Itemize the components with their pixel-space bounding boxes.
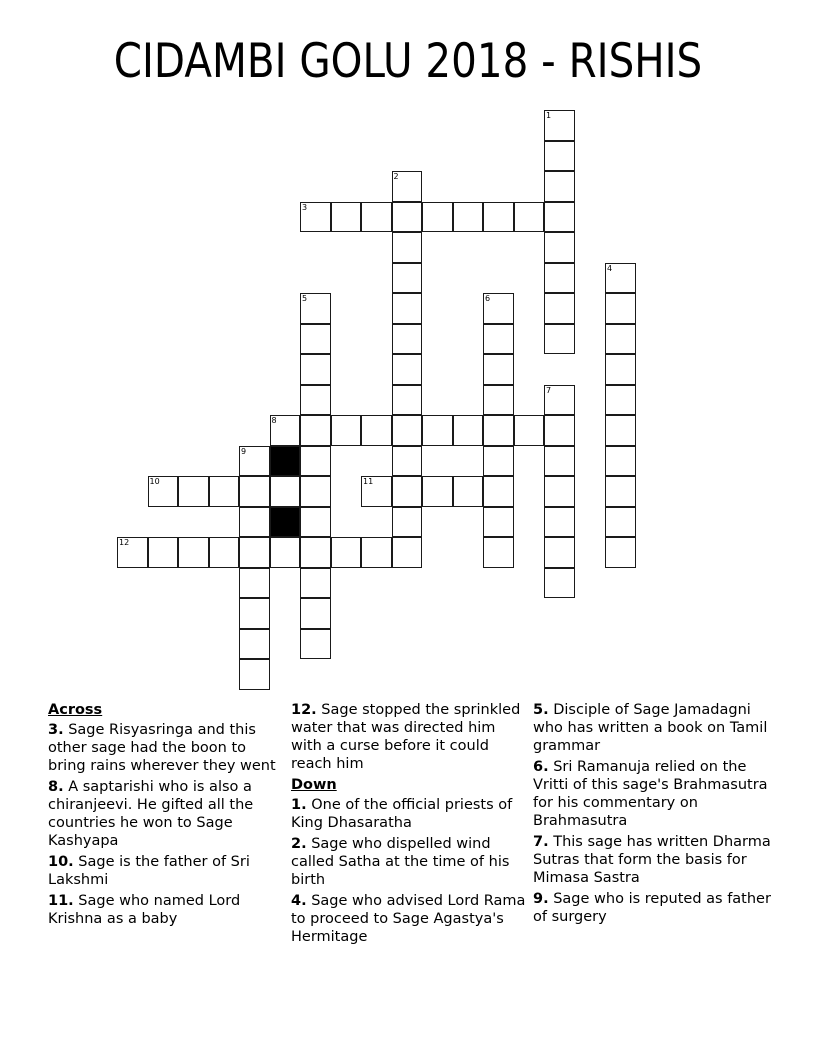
clue-number-label: 4 [607,263,613,273]
clue-text: This sage has written Dharma Sutras that form the basis for Mimasa Sastra [533,834,771,886]
grid-cell[interactable] [453,476,484,507]
grid-cell[interactable] [544,202,575,233]
grid-cell[interactable] [239,476,270,507]
grid-cell[interactable] [209,476,240,507]
grid-cell[interactable] [544,232,575,263]
grid-cell[interactable] [361,202,392,233]
grid-cell[interactable] [239,659,270,690]
grid-cell[interactable] [300,324,331,355]
clue-text: Sage who named Lord Krishna as a baby [48,893,241,927]
grid-cell[interactable] [605,446,636,477]
clue-number-label: 1 [546,111,552,120]
clues-column-2 [291,701,526,949]
grid-cell[interactable] [483,354,514,385]
grid-cell[interactable] [178,537,209,568]
grid-cell[interactable] [300,293,331,324]
grid-cell[interactable] [331,202,362,233]
grid-cell[interactable] [483,476,514,507]
grid-cell[interactable] [392,324,423,355]
grid-cell[interactable] [392,415,423,446]
grid-cell[interactable] [300,354,331,385]
clue-number: 10. [48,854,74,870]
grid-cell[interactable] [300,629,331,660]
down-heading: Down [291,777,337,793]
grid-cell[interactable] [544,568,575,599]
clue-down-6 [533,758,773,830]
clue-down-1 [291,796,526,832]
grid-cell[interactable] [392,171,423,202]
clue-down-2 [291,835,526,889]
clue-number-label: 8 [271,416,277,425]
clue-number: 3. [48,722,64,738]
clue-number-label: 11 [363,477,374,486]
clue-down-9 [533,890,773,926]
grid-cell[interactable] [605,476,636,507]
grid-cell[interactable] [453,415,484,446]
clue-number: 7. [533,834,549,850]
grid-cell[interactable] [544,110,575,141]
grid-cell[interactable] [392,202,423,233]
clue-down-5 [533,701,773,755]
grid-cell[interactable] [300,446,331,477]
grid-cell[interactable] [544,324,575,355]
grid-cell[interactable] [483,293,514,324]
clue-text: Sage Risyasringa and this other sage had the boon to bring rains wherever they went [48,722,276,774]
grid-cell[interactable] [483,385,514,416]
clue-across-11 [48,892,283,928]
grid-cell[interactable] [605,385,636,416]
clue-number-label: 9 [241,446,247,456]
grid-cell[interactable] [239,446,270,477]
grid-cell[interactable] [544,171,575,202]
grid-cell[interactable] [514,202,545,233]
clue-text: One of the official priests of King Dhasaratha [291,797,513,831]
grid-cell[interactable] [300,507,331,538]
grid-cell[interactable] [361,537,392,568]
clue-across-3 [48,721,283,775]
grid-cell[interactable] [483,507,514,538]
grid-cell[interactable] [605,354,636,385]
clue-number-label: 12 [119,538,130,547]
grid-cell[interactable] [300,385,331,416]
clue-number-label: 6 [485,294,491,303]
clue-number: 12. [291,702,317,718]
grid-cell[interactable] [239,568,270,599]
grid-cell[interactable] [514,415,545,446]
clue-down-7 [533,833,773,887]
clue-text: Sage stopped the sprinkled water that was directed him with a curse before it could reach him [291,702,521,772]
grid-cell[interactable] [392,354,423,385]
clue-number-label: 3 [302,202,308,212]
grid-cell[interactable] [483,446,514,477]
grid-cell[interactable] [392,507,423,538]
grid-cell[interactable] [270,537,301,568]
grid-cell[interactable] [178,476,209,507]
clues-column-1 [48,701,283,931]
grid-cell[interactable] [544,415,575,446]
clue-text: Sage who advised Lord Rama to proceed to Sage Agastya's Hermitage [291,893,526,945]
grid-cell[interactable] [453,202,484,233]
grid-cell[interactable] [392,385,423,416]
grid-cell[interactable] [392,232,423,263]
clue-text: Sage who dispelled wind called Satha at the time of his birth [291,836,510,888]
grid-cell[interactable] [483,415,514,446]
grid-cell[interactable] [422,415,453,446]
grid-cell[interactable] [300,598,331,629]
grid-cell[interactable] [270,476,301,507]
clue-number-label: 10 [149,477,160,486]
grid-cell[interactable] [331,537,362,568]
grid-cell[interactable] [331,415,362,446]
grid-cell[interactable] [392,293,423,324]
clue-number: 4. [291,893,307,909]
black-cell [270,446,301,477]
grid-cell[interactable] [544,141,575,172]
clue-text: Sage is the father of Sri Lakshmi [48,854,250,888]
clue-across-10 [48,853,283,889]
grid-cell[interactable] [239,537,270,568]
clue-text: Disciple of Sage Jamadagni who has written a book on Tamil grammar [533,702,768,754]
clue-text: Sage who is reputed as father of surgery [533,891,771,925]
grid-cell[interactable] [300,537,331,568]
grid-cell[interactable] [544,476,575,507]
grid-cell[interactable] [544,385,575,416]
grid-cell[interactable] [270,415,301,446]
grid-cell[interactable] [392,446,423,477]
grid-cell[interactable] [239,598,270,629]
clue-number: 8. [48,779,64,795]
clue-number: 11. [48,893,74,909]
grid-cell[interactable] [300,415,331,446]
clue-number-label: 5 [302,294,308,303]
clue-text: A saptarishi who is also a chiranjeevi. He gifted all the countries he won to Sage Kashyapa [48,779,254,849]
grid-cell[interactable] [300,202,331,233]
black-cell [270,507,301,538]
grid-cell[interactable] [544,293,575,324]
grid-cell[interactable] [605,324,636,355]
grid-cell[interactable] [605,293,636,324]
across-heading: Across [48,702,103,718]
clue-number: 1. [291,797,307,813]
clues-column-3 [533,701,773,929]
grid-cell[interactable] [544,507,575,538]
grid-cell[interactable] [361,415,392,446]
grid-cell[interactable] [392,263,423,294]
grid-cell[interactable] [483,324,514,355]
grid-cell[interactable] [209,537,240,568]
clue-across-8 [48,778,283,850]
grid-cell[interactable] [544,537,575,568]
grid-cell[interactable] [239,507,270,538]
clue-number: 9. [533,891,549,907]
grid-cell[interactable] [148,537,179,568]
clue-down-4 [291,892,526,946]
grid-cell[interactable] [300,476,331,507]
grid-cell[interactable] [544,446,575,477]
grid-cell[interactable] [605,263,636,294]
grid-cell[interactable] [239,629,270,660]
clue-number: 5. [533,702,549,718]
grid-cell[interactable] [392,476,423,507]
grid-cell[interactable] [483,537,514,568]
grid-cell[interactable] [544,263,575,294]
clue-number: 2. [291,836,307,852]
clue-across-12 [291,701,526,773]
grid-cell[interactable] [422,476,453,507]
grid-cell[interactable] [361,476,392,507]
clue-number: 6. [533,759,549,775]
grid-cell[interactable] [605,507,636,538]
grid-cell[interactable] [117,537,148,568]
grid-cell[interactable] [300,568,331,599]
grid-cell[interactable] [483,202,514,233]
puzzle-title: CIDAMBI GOLU 2018 - RISHIS [113,34,703,89]
grid-cell[interactable] [422,202,453,233]
clue-number-label: 7 [546,385,552,395]
clue-text: Sri Ramanuja relied on the Vritti of this sage's Brahmasutra for his commentary on Brahmasutra [533,759,768,829]
clue-number-label: 2 [393,172,399,181]
grid-cell[interactable] [605,415,636,446]
grid-cell[interactable] [605,537,636,568]
grid-cell[interactable] [392,537,423,568]
grid-cell[interactable] [148,476,179,507]
